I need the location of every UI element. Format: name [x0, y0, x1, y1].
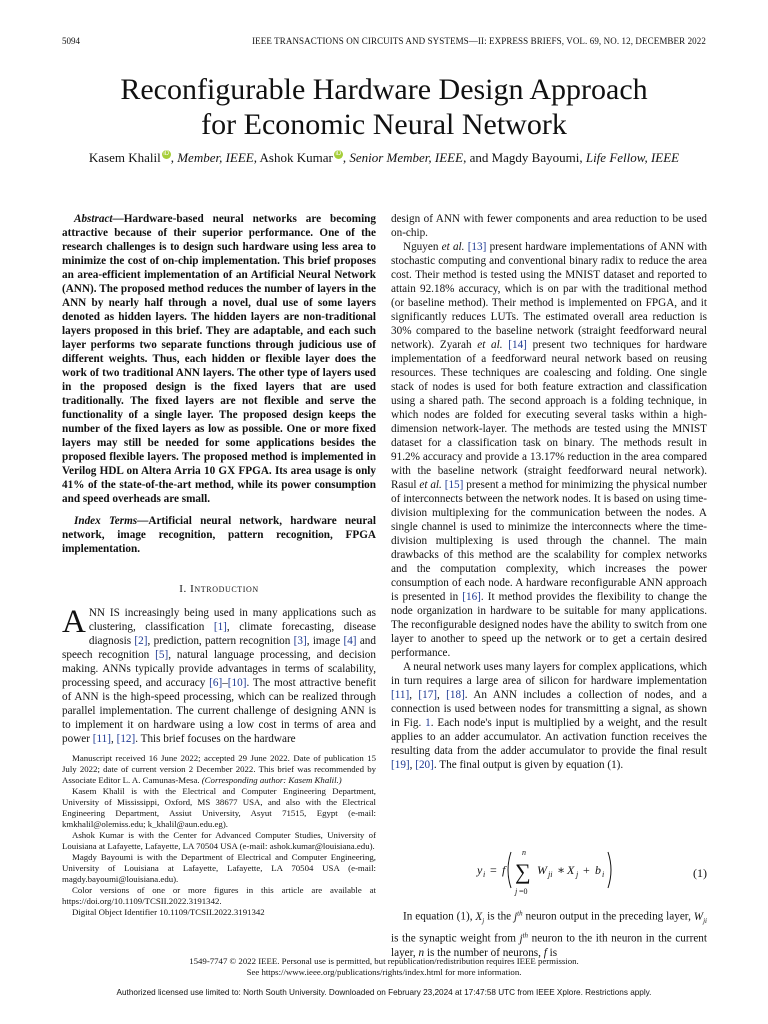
abstract: [62, 212, 376, 506]
citation-link[interactable]: [20]: [415, 759, 434, 771]
journal-header: IEEE TRANSACTIONS ON CIRCUITS AND SYSTEMS—II: EXPRESS BRIEFS, VOL. 69, NO. 12, DECEMBER 2022: [252, 36, 706, 46]
citation-link[interactable]: [16]: [462, 591, 481, 603]
body-paragraph: design of ANN with fewer components and area reduction to be used on-chip.: [391, 213, 707, 239]
citation-link[interactable]: [17]: [418, 689, 438, 701]
svg-text:y: y: [477, 863, 483, 877]
svg-text:ji: ji: [548, 870, 553, 879]
license-notice: Authorized licensed use limited to: North South University. Downloaded on February 23,2024 at 17:47:58 UTC from IEEE Xplore. Restrictions apply.: [116, 988, 652, 997]
svg-text:=: =: [490, 863, 497, 877]
svg-text:f: f: [502, 863, 506, 877]
right-column-continued: [391, 906, 707, 960]
drop-cap: A: [62, 604, 86, 640]
citation-link[interactable]: [14]: [508, 339, 527, 351]
section-heading: [62, 582, 376, 596]
intro-paragraph: ANN IS increasingly being used in many applications such as clustering, classification [1], climate forecasting, disease diagnosis [2], prediction, pattern recognition [3], image [4] and speech recognition [5], natural language processing, and decision making. ANNs typically provide advantages in terms of scalability, processing speed, and accuracy [6]–[10]. The most attractive benefit of ANN is the high-speed processing, which can be realized through parallel implementation. The current challenge of designing ANN is to implement it on hardware using a low cost in terms of area and power [11], [12]. This brief focuses on the hardware: [62, 604, 376, 745]
svg-text:W: W: [537, 863, 547, 877]
author-name: Ashok Kumar: [259, 150, 333, 165]
citation-link[interactable]: [18]: [446, 689, 465, 701]
svg-text:b: b: [595, 863, 601, 877]
copyright-line: See https://www.ieee.org/publications/rights/index.html for more information.: [246, 967, 522, 977]
footnote: Manuscript received 16 June 2022; accepted 29 June 2022. Date of publication 15 July 2022; date of current version 2 December 2022. This brief was recommended by Associate Editor L. A. Camunas-Mesa. (Corresponding author: Kasem Khalil.): [62, 753, 376, 785]
author-name: Kasem Khalil: [88, 150, 161, 165]
svg-text:=0: =0: [519, 887, 528, 896]
svg-text:n: n: [522, 848, 526, 857]
citation-link[interactable]: [2]: [134, 635, 148, 647]
citation-link[interactable]: [13]: [467, 241, 487, 253]
body-paragraph: A neural network uses many layers for complex applications, which in turn requires a large area of silicon for hardware implementation [11], [17], [18]. An ANN includes a collection of nodes, and a connection is used between nodes for transmitting a signal, as shown in Fig. 1. Each node's input is multiplied by a weight, and the result applies to an adder accumulator. An activation function receives the resulting data from the adder accumulator to provide the final result [19], [20]. The final output is given by equation (1).: [391, 661, 708, 771]
svg-text:∑: ∑: [515, 859, 531, 884]
citation-link[interactable]: [5]: [155, 649, 169, 661]
page-number: 5094: [62, 36, 80, 46]
citation-link[interactable]: [11]: [92, 733, 111, 745]
copyright-notice: [0, 956, 768, 978]
footnote: Digital Object Identifier 10.1109/TCSII.2022.3191342: [72, 907, 265, 917]
footnote: Magdy Bayoumi is with the Department of Electrical and Computer Engineering, University of Louisiana at Lafayette, Lafayette, LA 70504 USA (e-mail: magdy.bayoumi@louisiana.edu).: [62, 852, 376, 884]
citation-link[interactable]: [15]: [444, 479, 464, 491]
author-list: Kasem Khalil iD , Member, IEEE, Ashok Kumar iD , Senior Member, IEEE, and Magdy Bayoumi, Life Fellow, IEEE: [88, 150, 680, 165]
equation-formula: [391, 842, 707, 898]
abstract-text: —Hardware-based neural networks are becoming attractive because of their superior performance. One of the research challenges is to design such hardware using less area to minimize the cost of on-chip implementation. This brief proposes an area-efficient implementation of an Artificial Neural Network (ANN). The proposed method reduces the number of layers in the ANN by nearly half through a novel, dual use of some layers denoted as hidden layers. The hidden layers are non-traditional layers proposed in this brief. They are adaptable, and each such layer performs two separate functions through judicious use of different weights. Thus, each hidden or flexible layer does the work of two traditional ANN layers. The other type of layers used in the proposed design is the fixed layers that are used traditionally. The fixed layers are not flexible and serve the functionality of a single layer. The proposed design keeps the number of the fixed layers as low as possible. One or more fixed layers may still be needed for some applications besides the proposed flexible layers. The proposed method is implemented in Verilog HDL on Altera Arria 10 GX FPGA. Its area usage is only 41% of the state-of-the-art method, while its power consumption and speed overheads are small.: [62, 213, 376, 505]
paper-title: [0, 72, 768, 142]
svg-text:+: +: [583, 863, 590, 877]
citation-link[interactable]: [1]: [213, 621, 227, 633]
index-terms-text: —Artificial neural network, hardware neural network, image recognition, pattern recognition, FPGA implementation.: [62, 515, 376, 555]
figure-link[interactable]: 1: [425, 717, 431, 729]
title-line-2: for Economic Neural Network: [201, 108, 567, 141]
equation-1: [391, 842, 707, 898]
body-paragraph: Nguyen et al. [13] present hardware implementations of ANN with stochastic computing and conventional binary radix to reduce the area cost. Their method is tested using the MNIST dataset and reported to attain 92.18% accuracy, which is on par with the traditional method (or baseline method). Their method is implemented on FPGA, and it significantly reduces LUTs. The estimated overall area reduction is 30% compared to the baseline network (straight feedforward neural network). Zyarah et al. [14] present two techniques for hardware implementation of a feedforward neural network based on reusing resources. These techniques are coalescing and folding. One single stack of nodes is used for both feature extraction and classification using a shared path. The second approach is a folding technique, in which nodes are folded for executing several tasks within a high-dimension network-layer. The methods are tested using the MNIST dataset for a classification task on binary. The methods result in 91.2% accuracy and provide a 13.17% reduction in the area compared with the baseline network (straight feedforward neural network). Rasul et al. [15] present a method for minimizing the physical number of interconnects between the network nodes. It is based on using time-division multiplexing for the communication between the nodes. A single channel is used to minimize the interconnects where the time-division multiplexing is used through the channel. The main drawbacks of this method are the scalability for complex networks and the computation complexity, which increases the power consumption of each node. A hardware reconfigurable ANN approach is presented in [16]. It method provides the flexibility to change the node organization in hardware to be suitable for many applications. The reconfigurable designed nodes have the ability to switch from one layer to another to speed up the network or to get a certain desired performance.: [391, 241, 708, 659]
equation-number: (1): [693, 866, 707, 880]
orcid-icon[interactable]: iD: [335, 151, 342, 157]
author-role: Senior Member, IEEE: [349, 150, 464, 165]
title-line-1: Reconfigurable Hardware Design Approach: [120, 73, 648, 106]
svg-text:X: X: [567, 863, 575, 877]
svg-text:i: i: [602, 870, 605, 879]
right-column: [391, 212, 707, 772]
author-role: Member, IEEE: [177, 150, 254, 165]
svg-text:∗: ∗: [557, 863, 566, 877]
citation-link[interactable]: [3]: [293, 635, 307, 647]
citation-link[interactable]: [4]: [343, 635, 357, 647]
author-name: Magdy Bayoumi: [491, 150, 580, 165]
body-paragraph: In equation (1), $X_j$ is the $j^{th}$ neuron output in the preceding layer, $W_{ji}$ is the synaptic weight from $j^{th}$ neuron to the ith neuron in the current layer, n is the number of neurons, f is: [391, 909, 708, 959]
citation-link[interactable]: [10]: [227, 677, 247, 689]
index-terms-lead: Index Terms: [74, 515, 138, 527]
footnote: Color versions of one or more figures in this article are available at https://doi.org/10.1109/TCSII.2022.3191342.: [62, 885, 376, 906]
citation-link[interactable]: [19]: [391, 759, 410, 771]
citation-link[interactable]: [12]: [116, 733, 136, 745]
orcid-icon[interactable]: iD: [163, 151, 170, 157]
footnotes: [62, 753, 376, 918]
citation-link[interactable]: [11]: [391, 689, 410, 701]
author-role: Life Fellow, IEEE: [585, 150, 680, 165]
index-terms: [62, 514, 376, 556]
footnote: Ashok Kumar is with the Center for Advanced Computer Studies, University of Louisiana at Lafayette, Lafayette, LA 70504 USA (e-mail: ashok.kumar@louisiana.edu).: [62, 830, 376, 851]
left-column: [62, 212, 376, 746]
svg-text:i: i: [483, 870, 486, 879]
svg-text:j: j: [515, 887, 518, 896]
svg-text:j: j: [576, 870, 579, 879]
abstract-lead: Abstract: [74, 213, 113, 225]
section-number: I.: [179, 583, 187, 595]
footnote: Kasem Khalil is with the Electrical and Computer Engineering Department, University of Mississippi, Oxford, MS 38677 USA, and also with the Electrical Engineering Department, Assiut University, Asyut 71515, Egypt (e-mail: kmkhalil@olemiss.edu; k_khalil@aun.edu.eg).: [62, 786, 376, 829]
copyright-line: 1549-7747 © 2022 IEEE. Personal use is permitted, but republication/redistribution requires IEEE permission.: [189, 956, 579, 966]
section-name: Introduction: [190, 583, 259, 595]
citation-link[interactable]: [6]: [209, 677, 223, 689]
